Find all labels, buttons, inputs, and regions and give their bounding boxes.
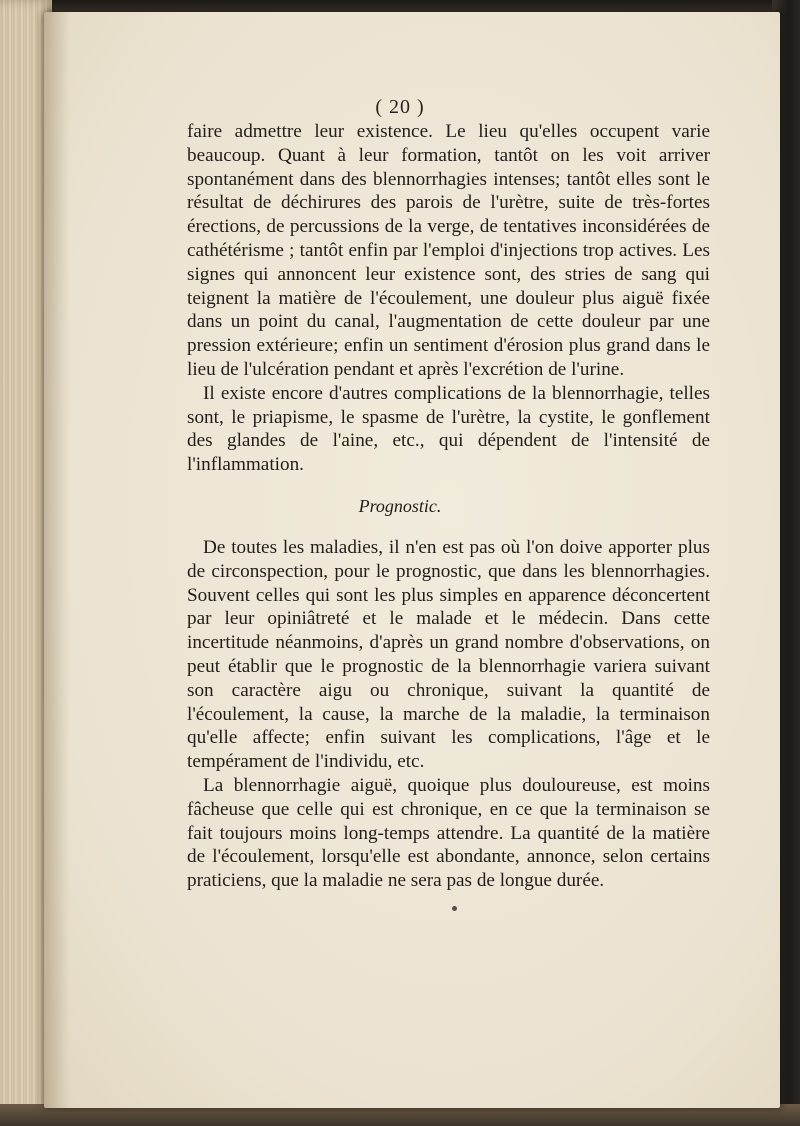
ink-dot (452, 906, 457, 911)
page-number: ( 20 ) (375, 96, 425, 118)
body-text-top (187, 120, 710, 477)
paragraph-acute: La blennorrhagie aiguë, quoique plus douloureuse, est moins fâcheuse que celle qui est chronique, en ce que la terminaison se fait toujours moins long-temps attendre. La quantité de la matière de l'écoulement, lorsqu'elle est abondante, annonce, selon certains praticiens, que la maladie ne sera pas de longue durée. (187, 774, 710, 892)
paragraph-continuation: faire admettre leur existence. Le lieu qu'elles occupent varie beaucoup. Quant à leur formation, tantôt on les voit arriver spontanément dans des blennorrhagies intenses; tantôt elles sont le résultat de déchirures des parois de l'urètre, suite de très-fortes érections, de percussions de la verge, de tentatives inconsidérées de cathétérisme ; tantôt enfin par l'emploi d'injections trop actives. Les signes qui annoncent leur existence sont, des stries de sang qui teignent la matière de l'écoulement, une douleur plus aiguë fixée dans un point du canal, l'augmentation de cette douleur par une pression extérieure; enfin un sentiment d'érosion plus grand dans le lieu de l'ulcération pendant et après l'excrétion de l'urine. (187, 121, 710, 380)
body-text-bottom (187, 536, 710, 893)
section-heading: Prognostic. (358, 496, 442, 516)
gutter-shadow (44, 12, 70, 1108)
paragraph-complications: Il existe encore d'autres complications de la blennorrhagie, telles sont, le priapisme, le spasme de l'urètre, la cystite, le gonflement des glandes de l'aine, etc., qui dépendent de l'intensité de l'inflammation. (187, 382, 710, 476)
paragraph-prognostic: De toutes les maladies, il n'en est pas où l'on doive apporter plus de circonspection, pour le prognostic, que dans les blennorrhagies. Souvent celles qui sont les plus simples en apparence déconcertent par leur opiniâtreté et le malade et le médecin. Dans cette incertitude néanmoins, d'après un grand nombre d'observations, on peut établir que le prognostic de la blennorrhagie variera suivant son caractère aigu ou chronique, suivant la quantité de l'écoulement, la cause, la marche de la maladie, la terminaison qu'elle affecte; enfin suivant les complications, l'âge et le tempérament de l'individu, etc. (187, 537, 710, 773)
